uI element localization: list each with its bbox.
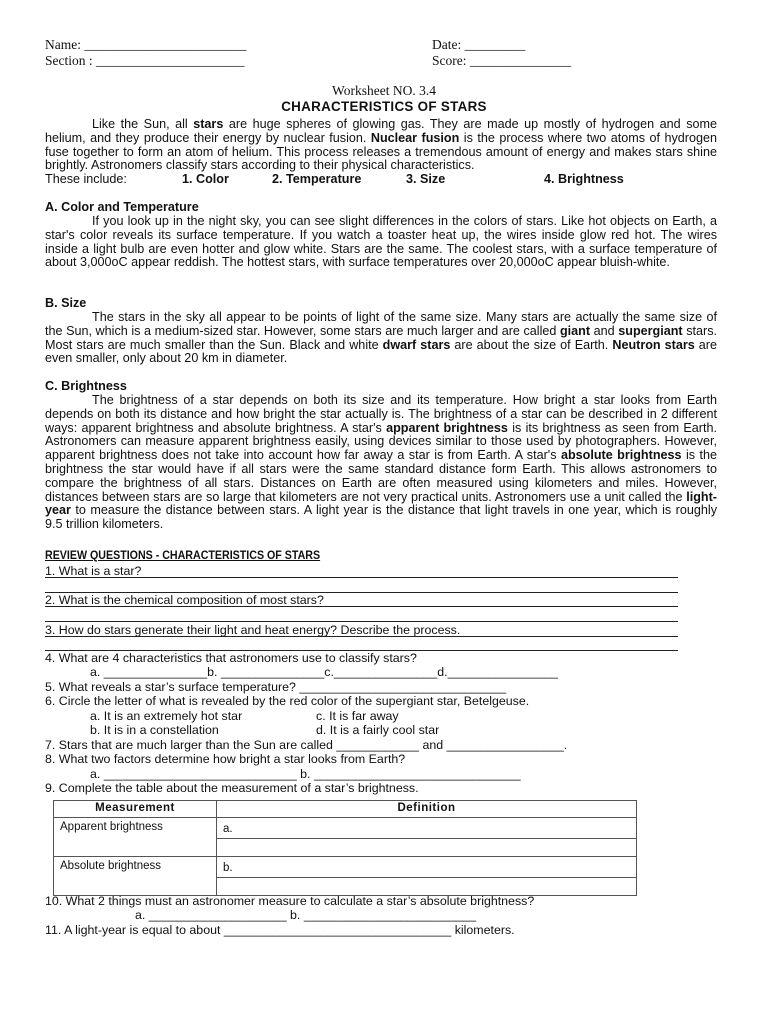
question-9: 9. Complete the table about the measurement of a star’s brightness. (45, 781, 419, 795)
question-6: 6. Circle the letter of what is revealed by the red color of the supergiant star, Betelgeuse. (45, 694, 530, 708)
question-5[interactable]: 5. What reveals a star’s surface temperature? ______________________________ (45, 680, 507, 694)
question-8: 8. What two factors determine how bright a star looks from Earth? (45, 752, 406, 766)
choice-d[interactable]: d. It is a fairly cool star (316, 723, 440, 737)
intro-paragraph: Like the Sun, all stars are huge spheres of glowing gas. They are made up mostly of hydrogen and some helium, and they produce their energy by nuclear fusion. Nuclear fusion is the process where two atoms of hydrogen fuse together to form an atom of helium. This process releases a tremendous amount of energy and makes stars shine brightly. Astronomers classify stars according to their physical characteristics. (45, 117, 717, 173)
choice-b[interactable]: b. It is in a constellation (90, 723, 219, 737)
section-heading-brightness: C. Brightness (45, 379, 127, 393)
question-4-blanks[interactable]: a. _______________b. _______________c._______________d.________________ (90, 665, 558, 679)
characteristic-item: 4. Brightness (544, 172, 624, 186)
definition-cell-blank[interactable] (217, 878, 637, 896)
brightness-table (53, 800, 637, 896)
definition-cell-blank[interactable] (217, 839, 637, 857)
date-field[interactable]: Date: _________ (432, 37, 526, 52)
section-field[interactable]: Section : ______________________ (45, 53, 245, 68)
question-10: 10. What 2 things must an astronomer measure to calculate a star’s absolute brightness? (45, 894, 535, 908)
table-row (54, 857, 637, 878)
measurement-cell: Absolute brightness (54, 857, 217, 896)
color-paragraph: If you look up in the night sky, you can see slight differences in the colors of stars. Like hot objects on Earth, a star's color reveals its surface temperature. If you watch a toaster heat up, the wires inside glow red hot. The wires inside a light bulb are even hotter and glow white. Stars are the same. The coolest stars, with a surface temperature of about 3,000oC appear reddish. The hottest stars, with surface temperatures over 20,000oC appear bluish-white. (45, 214, 717, 270)
question-10-blanks[interactable]: a. ____________________ b. _________________________ (135, 908, 477, 922)
question-11[interactable]: 11. A light-year is equal to about _________________________________ kilometers. (45, 923, 515, 937)
question-1: 1. What is a star? (45, 564, 142, 578)
question-3: 3. How do stars generate their light and heat energy? Describe the process. (45, 623, 461, 637)
table-header-definition: Definition (217, 801, 637, 818)
question-8-blanks[interactable]: a. ____________________________ b. ______________________________ (90, 767, 521, 781)
score-field[interactable]: Score: _______________ (432, 53, 572, 68)
answer-line-2[interactable] (45, 606, 678, 607)
choice-c[interactable]: c. It is far away (316, 709, 399, 723)
question-4: 4. What are 4 characteristics that astronomers use to classify stars? (45, 651, 417, 665)
definition-cell[interactable]: b. (217, 857, 637, 878)
worksheet-number: Worksheet NO. 3.4 (332, 83, 436, 98)
review-heading: REVIEW QUESTIONS - CHARACTERISTICS OF STARS (45, 548, 321, 562)
answer-line-1[interactable] (45, 577, 678, 578)
answer-line-3[interactable] (45, 636, 678, 637)
table-header-measurement: Measurement (54, 801, 217, 818)
choice-a[interactable]: a. It is an extremely hot star (90, 709, 243, 723)
question-2: 2. What is the chemical composition of most stars? (45, 593, 324, 607)
table-header-row (54, 801, 637, 818)
name-field[interactable]: Name: ________________________ (45, 37, 247, 52)
characteristic-item: 1. Color (182, 172, 229, 186)
measurement-cell: Apparent brightness (54, 818, 217, 857)
table-row (54, 818, 637, 839)
size-paragraph: The stars in the sky all appear to be points of light of the same size. Many stars are actually the same size of the Sun, which is a medium-sized star. However, some stars are much larger and are called giant and supergiant stars. Most stars are much smaller than the Sun. Black and white dwarf stars are about the size of Earth. Neutron stars are even smaller, only about 20 km in diameter. (45, 310, 718, 366)
includes-label: These include: (45, 172, 127, 186)
definition-cell[interactable]: a. (217, 818, 637, 839)
brightness-paragraph: The brightness of a star depends on both its size and its temperature. How bright a star looks from Earth depends on both its distance and how bright the star actually is. The brightness of a star can be described in 2 different ways: apparent brightness and absolute brightness. A star's apparent brightness is its brightness as seen from Earth. Astronomers can measure apparent brightness easily, using devices similar to those used by photographers. However, apparent brightness does not take into account how far away a star is from Earth. A star's absolute brightness is the brightness the star would have if all stars were the same standard distance form Earth. This allows astronomers to compare the brightness of all stars. Distances on Earth are often measured using kilometers and miles. However, distances between stars are so large that kilometers are not very practical units. Astronomers use a unit called the light-year to measure the distance between stars. A light year is the distance that light travels in one year, which is roughly 9.5 trillion kilometers. (45, 393, 718, 532)
section-heading-size: B. Size (45, 296, 87, 310)
characteristic-item: 3. Size (406, 172, 446, 186)
characteristic-item: 2. Temperature (272, 172, 362, 186)
section-heading-color: A. Color and Temperature (45, 200, 199, 214)
question-7[interactable]: 7. Stars that are much larger than the Sun are called ____________ and _________________. (45, 738, 568, 752)
page-title: CHARACTERISTICS OF STARS (281, 99, 487, 114)
answer-line-2b[interactable] (45, 621, 678, 622)
